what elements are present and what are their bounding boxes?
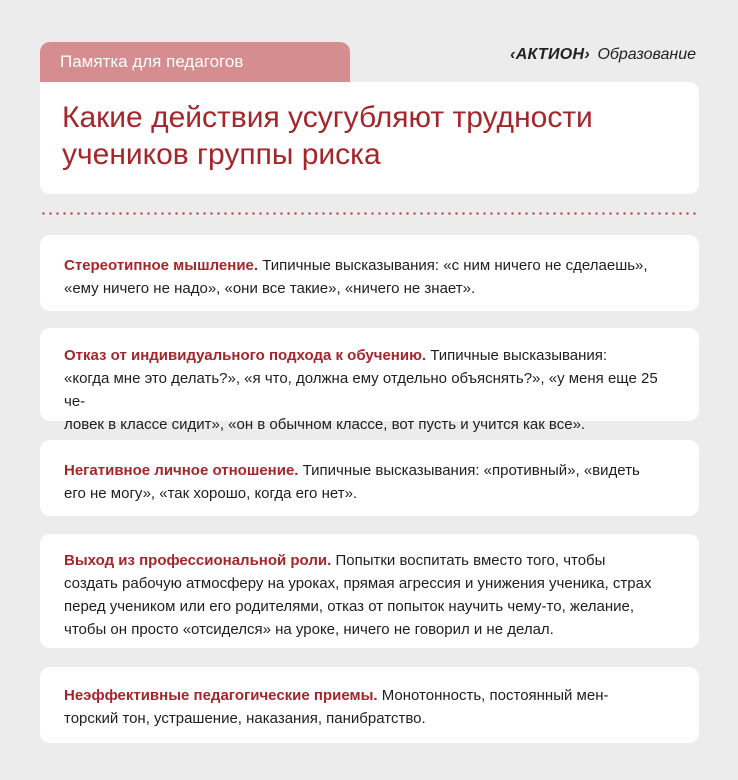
- brand-name: ‹АКТИОН›: [510, 46, 590, 63]
- card-text: Попытки воспитать вместо того, чтобы создать рабочую атмосферу на уроках, прямая агрессия и унижения ученика, страх перед учеником или его родителями, отказ от попыток научить чему-то, желание, чтобы он просто «отсиделся» на уроке, ничего не говорил и не делал.: [64, 552, 652, 638]
- card-text: Типичные высказывания: «когда мне это делать?», «я что, должна ему отдельно объяснять?», «у меня еще 25 че- ловек в классе сидит», «он в обычном классе, вот пусть и учится как все».: [64, 347, 658, 433]
- card-paragraph: [64, 459, 679, 505]
- card-text: Монотонность, постоянный мен- торский тон, устрашение, наказания, панибратство.: [64, 687, 609, 727]
- card-paragraph: [64, 549, 679, 641]
- card-text: Типичные высказывания: «противный», «видеть его не могу», «так хорошо, когда его нет».: [64, 462, 640, 502]
- card-heading: Стереотипное мышление.: [64, 257, 259, 274]
- info-card: [40, 534, 699, 648]
- card-heading: Выход из профессиональной роли.: [64, 552, 332, 569]
- card-heading: Отказ от индивидуального подхода к обучению.: [64, 347, 427, 364]
- info-card: [40, 440, 699, 516]
- card-heading: Неэффективные педагогические приемы.: [64, 687, 378, 704]
- dotted-divider: [40, 212, 699, 215]
- brand-logo: [510, 44, 696, 66]
- info-card: [40, 328, 699, 433]
- card-text: Типичные высказывания: «с ним ничего не сделаешь», «ему ничего не надо», «они все такие», «ничего не знает».: [64, 257, 648, 297]
- card-paragraph: [64, 254, 679, 300]
- title-card: [40, 82, 699, 194]
- card-paragraph: [64, 344, 679, 436]
- card-heading: Негативное личное отношение.: [64, 462, 299, 479]
- info-card: [40, 667, 699, 743]
- info-card: [40, 235, 699, 311]
- card-paragraph: [64, 684, 679, 730]
- memo-tag: [40, 42, 350, 82]
- brand-subtitle: Образование: [597, 46, 696, 63]
- memo-tag-label: Памятка для педагогов: [60, 52, 244, 71]
- page-title: Какие действия усугубляют трудности учеников группы риска: [62, 101, 593, 171]
